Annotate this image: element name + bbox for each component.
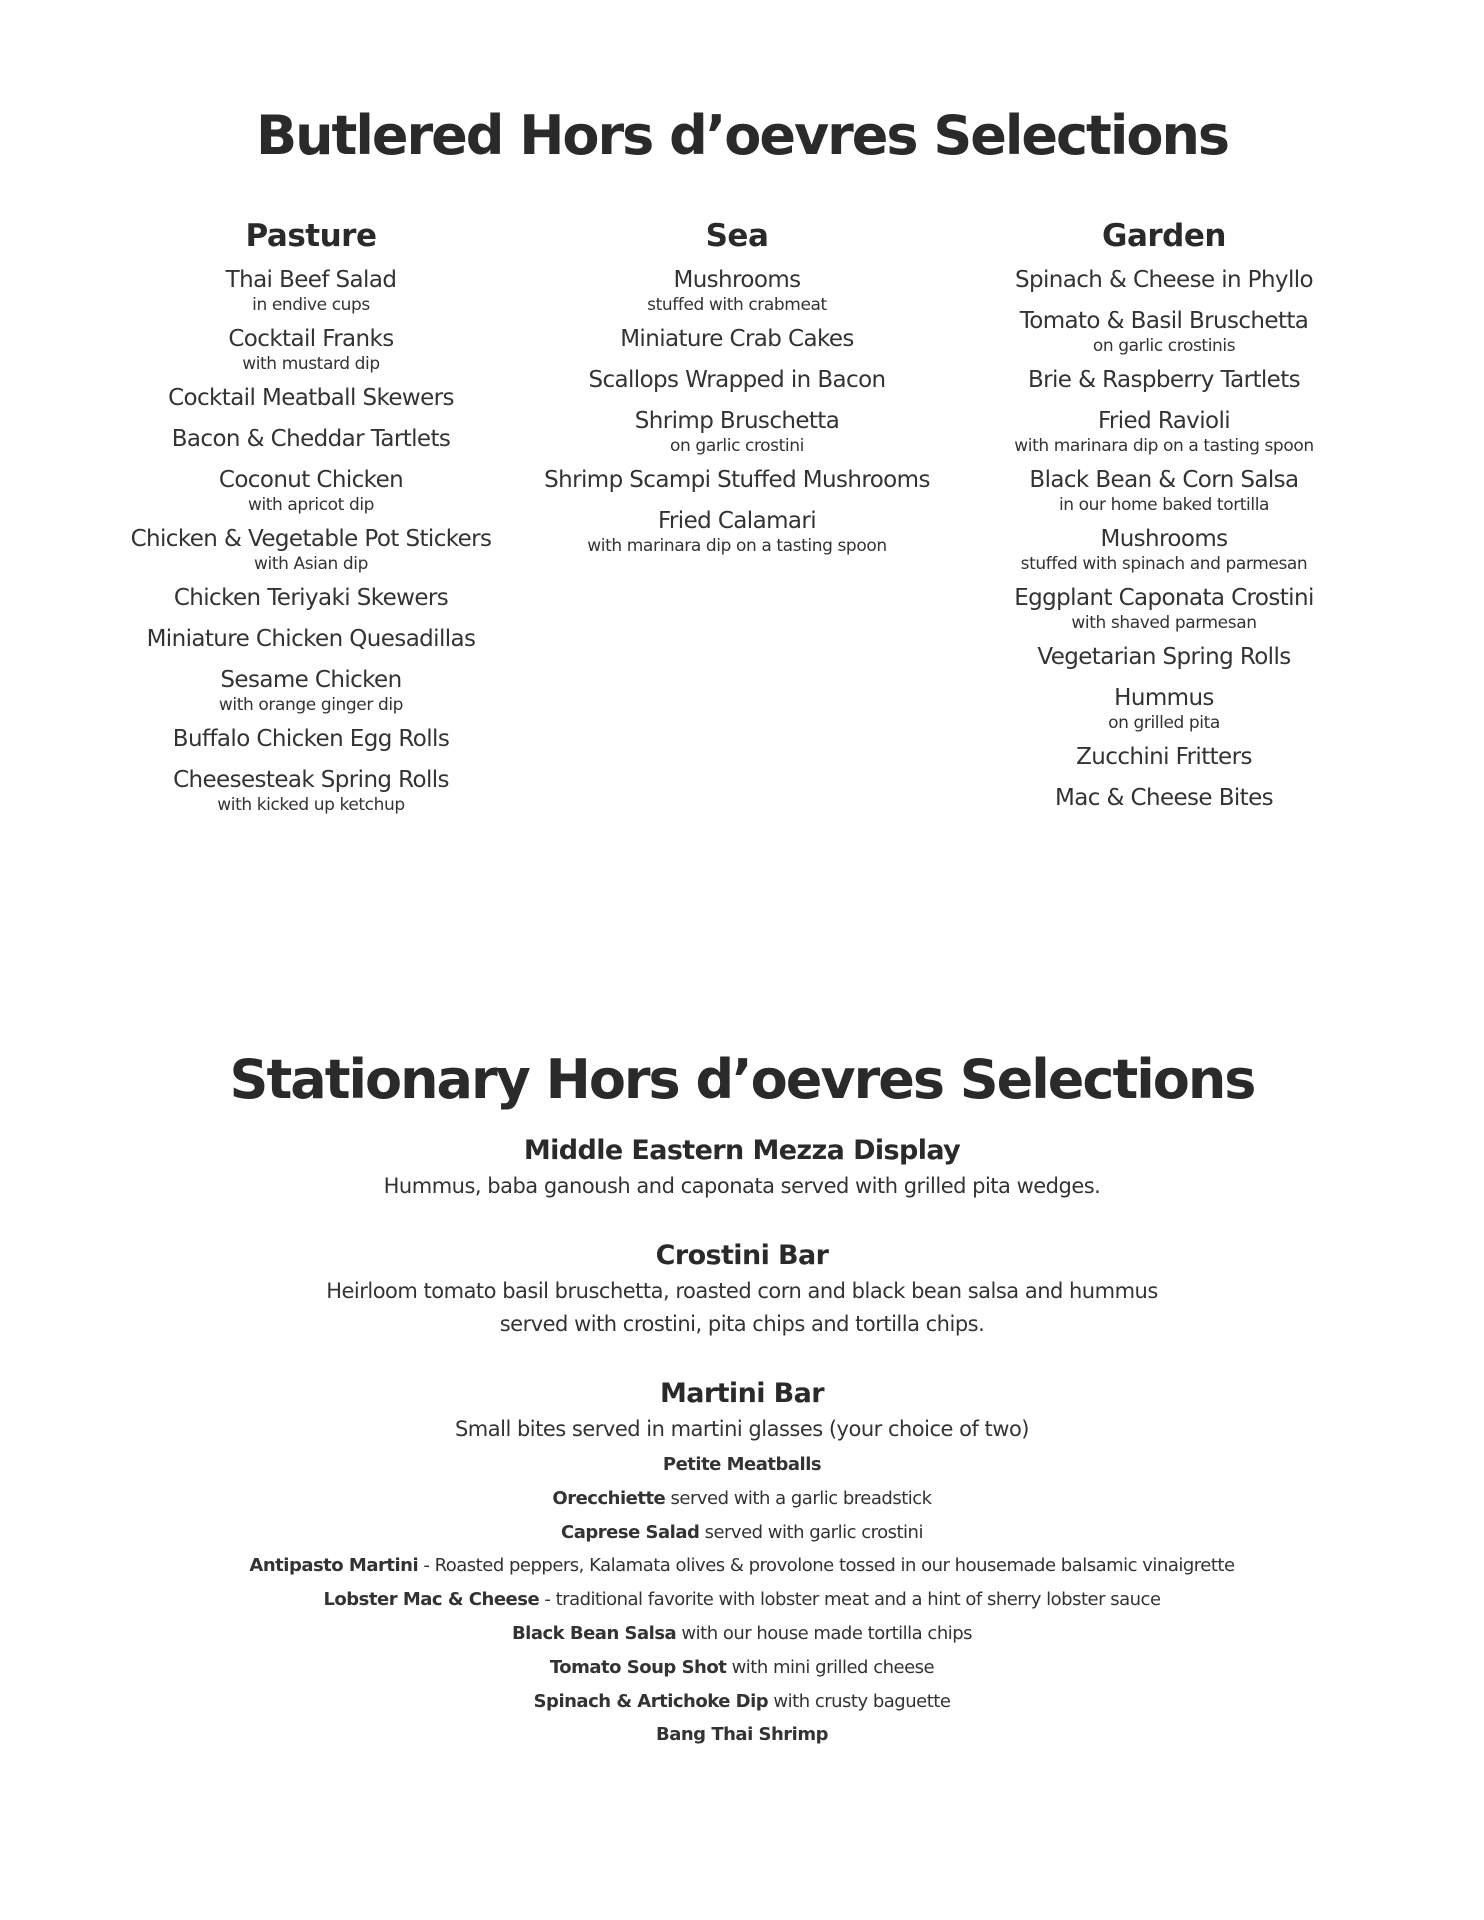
menu-item-name: Tomato & Basil Bruschetta xyxy=(1019,308,1309,334)
crostini-station xyxy=(0,1237,1484,1341)
martini-option xyxy=(0,1549,1484,1583)
menu-item xyxy=(944,404,1384,456)
menu-item-name: Shrimp Scampi Stuffed Mushrooms xyxy=(544,467,930,493)
menu-item xyxy=(91,522,531,574)
martini-option-name: Caprese Salad xyxy=(561,1521,700,1543)
menu-item-name: Coconut Chicken xyxy=(218,467,404,493)
menu-item-name: Cheesesteak Spring Rolls xyxy=(173,767,449,793)
menu-item-name: Zucchini Fritters xyxy=(1076,744,1252,770)
item-list xyxy=(944,263,1384,815)
pasture-column xyxy=(91,216,531,817)
menu-item-description: on garlic crostini xyxy=(670,436,804,456)
menu-item xyxy=(91,422,531,456)
menu-item-description: with orange ginger dip xyxy=(218,695,404,715)
station-description: Small bites served in martini glasses (your choice of two) xyxy=(454,1417,1030,1441)
martini-option-detail: with mini grilled cheese xyxy=(726,1656,935,1678)
menu-item-name: Fried Ravioli xyxy=(1097,408,1231,434)
menu-item-name: Mushrooms xyxy=(673,267,801,293)
menu-item-name: Miniature Chicken Quesadillas xyxy=(146,626,476,652)
menu-item xyxy=(944,781,1384,815)
martini-option-name: Spinach & Artichoke Dip xyxy=(533,1690,769,1712)
column-heading: Garden xyxy=(1102,218,1226,254)
menu-item xyxy=(944,581,1384,633)
stationary-section xyxy=(0,1132,1484,1786)
martini-option-name: Black Bean Salsa xyxy=(511,1622,677,1644)
menu-item-description: with Asian dip xyxy=(254,554,368,574)
menu-item-description: stuffed with spinach and parmesan xyxy=(1020,554,1308,574)
menu-item-name: Hummus xyxy=(1114,685,1214,711)
station-description: Hummus, baba ganoush and caponata served with grilled pita wedges. xyxy=(383,1174,1101,1198)
martini-option-detail: with crusty baguette xyxy=(768,1690,951,1712)
menu-item xyxy=(91,581,531,615)
martini-option xyxy=(0,1617,1484,1651)
menu-item-name: Bacon & Cheddar Tartlets xyxy=(171,426,451,452)
menu-item xyxy=(91,763,531,815)
menu-item xyxy=(944,363,1384,397)
martini-option xyxy=(0,1685,1484,1719)
menu-item xyxy=(91,622,531,656)
menu-item xyxy=(944,463,1384,515)
menu-item-name: Fried Calamari xyxy=(657,508,817,534)
menu-item-name: Spinach & Cheese in Phyllo xyxy=(1014,267,1313,293)
menu-item-name: Shrimp Bruschetta xyxy=(634,408,840,434)
martini-option-detail: with our house made tortilla chips xyxy=(676,1622,973,1644)
menu-item xyxy=(91,463,531,515)
menu-item xyxy=(944,681,1384,733)
mezza-station xyxy=(0,1132,1484,1203)
martini-option-detail: served with garlic crostini xyxy=(699,1521,923,1543)
menu-item-description: with apricot dip xyxy=(247,495,375,515)
garden-column xyxy=(944,216,1384,815)
martini-option-name: Bang Thai Shrimp xyxy=(656,1724,828,1746)
menu-item-name: Cocktail Franks xyxy=(228,326,394,352)
menu-item-description: with kicked up ketchup xyxy=(217,795,405,815)
item-list xyxy=(517,263,957,556)
menu-item xyxy=(517,263,957,315)
menu-item-description: with shaved parmesan xyxy=(1071,613,1257,633)
butlered-section-title: Butlered Hors d’oevres Selections xyxy=(255,104,1229,167)
menu-item xyxy=(517,404,957,456)
martini-option-name: Lobster Mac & Cheese xyxy=(323,1589,540,1611)
menu-item xyxy=(944,522,1384,574)
martini-option xyxy=(0,1448,1484,1482)
martini-option xyxy=(0,1718,1484,1752)
menu-item-name: Thai Beef Salad xyxy=(225,267,397,293)
station-name: Crostini Bar xyxy=(655,1240,829,1271)
menu-item xyxy=(944,304,1384,356)
menu-item-name: Vegetarian Spring Rolls xyxy=(1037,644,1291,670)
menu-item xyxy=(91,381,531,415)
menu-item-description: in our home baked tortilla xyxy=(1058,495,1270,515)
station-description-line: served with crostini, pita chips and tortilla chips. xyxy=(499,1312,985,1336)
menu-item xyxy=(91,722,531,756)
menu-item xyxy=(517,322,957,356)
menu-item xyxy=(944,740,1384,774)
martini-option-detail: - Roasted peppers, Kalamata olives & provolone tossed in our housemade balsamic vinaigrette xyxy=(418,1555,1235,1577)
menu-item-description: stuffed with crabmeat xyxy=(647,295,827,315)
menu-item-name: Cocktail Meatball Skewers xyxy=(168,385,454,411)
menu-item-description: with marinara dip on a tasting spoon xyxy=(587,536,887,556)
menu-item-description: on garlic crostinis xyxy=(1092,336,1236,356)
martini-option xyxy=(0,1516,1484,1550)
martini-option xyxy=(0,1482,1484,1516)
stationary-section-title: Stationary Hors d’oevres Selections xyxy=(229,1048,1255,1111)
martini-option-list xyxy=(0,1448,1484,1752)
menu-item xyxy=(91,263,531,315)
menu-item-name: Chicken & Vegetable Pot Stickers xyxy=(130,526,492,552)
menu-item-name: Sesame Chicken xyxy=(220,667,402,693)
menu-item-description: on grilled pita xyxy=(1108,713,1220,733)
column-heading: Pasture xyxy=(245,218,377,254)
martini-option-detail: - traditional favorite with lobster meat and a hint of sherry lobster sauce xyxy=(539,1589,1161,1611)
item-list xyxy=(91,263,531,815)
station-name: Middle Eastern Mezza Display xyxy=(523,1135,961,1166)
menu-item xyxy=(517,363,957,397)
menu-item xyxy=(91,663,531,715)
martini-option-name: Tomato Soup Shot xyxy=(549,1656,727,1678)
martini-option xyxy=(0,1651,1484,1685)
menu-item xyxy=(944,263,1384,297)
menu-item-name: Brie & Raspberry Tartlets xyxy=(1027,367,1301,393)
menu-item-name: Mushrooms xyxy=(1100,526,1228,552)
martini-option xyxy=(0,1583,1484,1617)
menu-item xyxy=(517,463,957,497)
menu-item-description: in endive cups xyxy=(252,295,370,315)
station-description-line: Heirloom tomato basil bruschetta, roasted corn and black bean salsa and hummus xyxy=(326,1279,1158,1303)
martini-option-name: Antipasto Martini xyxy=(249,1555,419,1577)
sea-column xyxy=(517,216,957,558)
menu-item-description: with marinara dip on a tasting spoon xyxy=(1014,436,1314,456)
menu-item-description: with mustard dip xyxy=(242,354,380,374)
menu-item-name: Mac & Cheese Bites xyxy=(1054,785,1274,811)
menu-item-name: Miniature Crab Cakes xyxy=(620,326,854,352)
menu-item xyxy=(517,504,957,556)
menu-item-name: Buffalo Chicken Egg Rolls xyxy=(172,726,450,752)
menu-item-name: Scallops Wrapped in Bacon xyxy=(588,367,886,393)
menu-item-name: Black Bean & Corn Salsa xyxy=(1029,467,1299,493)
menu-item xyxy=(944,640,1384,674)
martini-option-name: Orecchiette xyxy=(552,1487,666,1509)
column-heading: Sea xyxy=(705,218,769,254)
station-name: Martini Bar xyxy=(660,1378,824,1409)
menu-item xyxy=(91,322,531,374)
martini-option-detail: served with a garlic breadstick xyxy=(665,1487,932,1509)
menu-item-name: Chicken Teriyaki Skewers xyxy=(173,585,449,611)
martini-station xyxy=(0,1375,1484,1752)
martini-option-name: Petite Meatballs xyxy=(662,1454,822,1475)
menu-item-name: Eggplant Caponata Crostini xyxy=(1014,585,1314,611)
